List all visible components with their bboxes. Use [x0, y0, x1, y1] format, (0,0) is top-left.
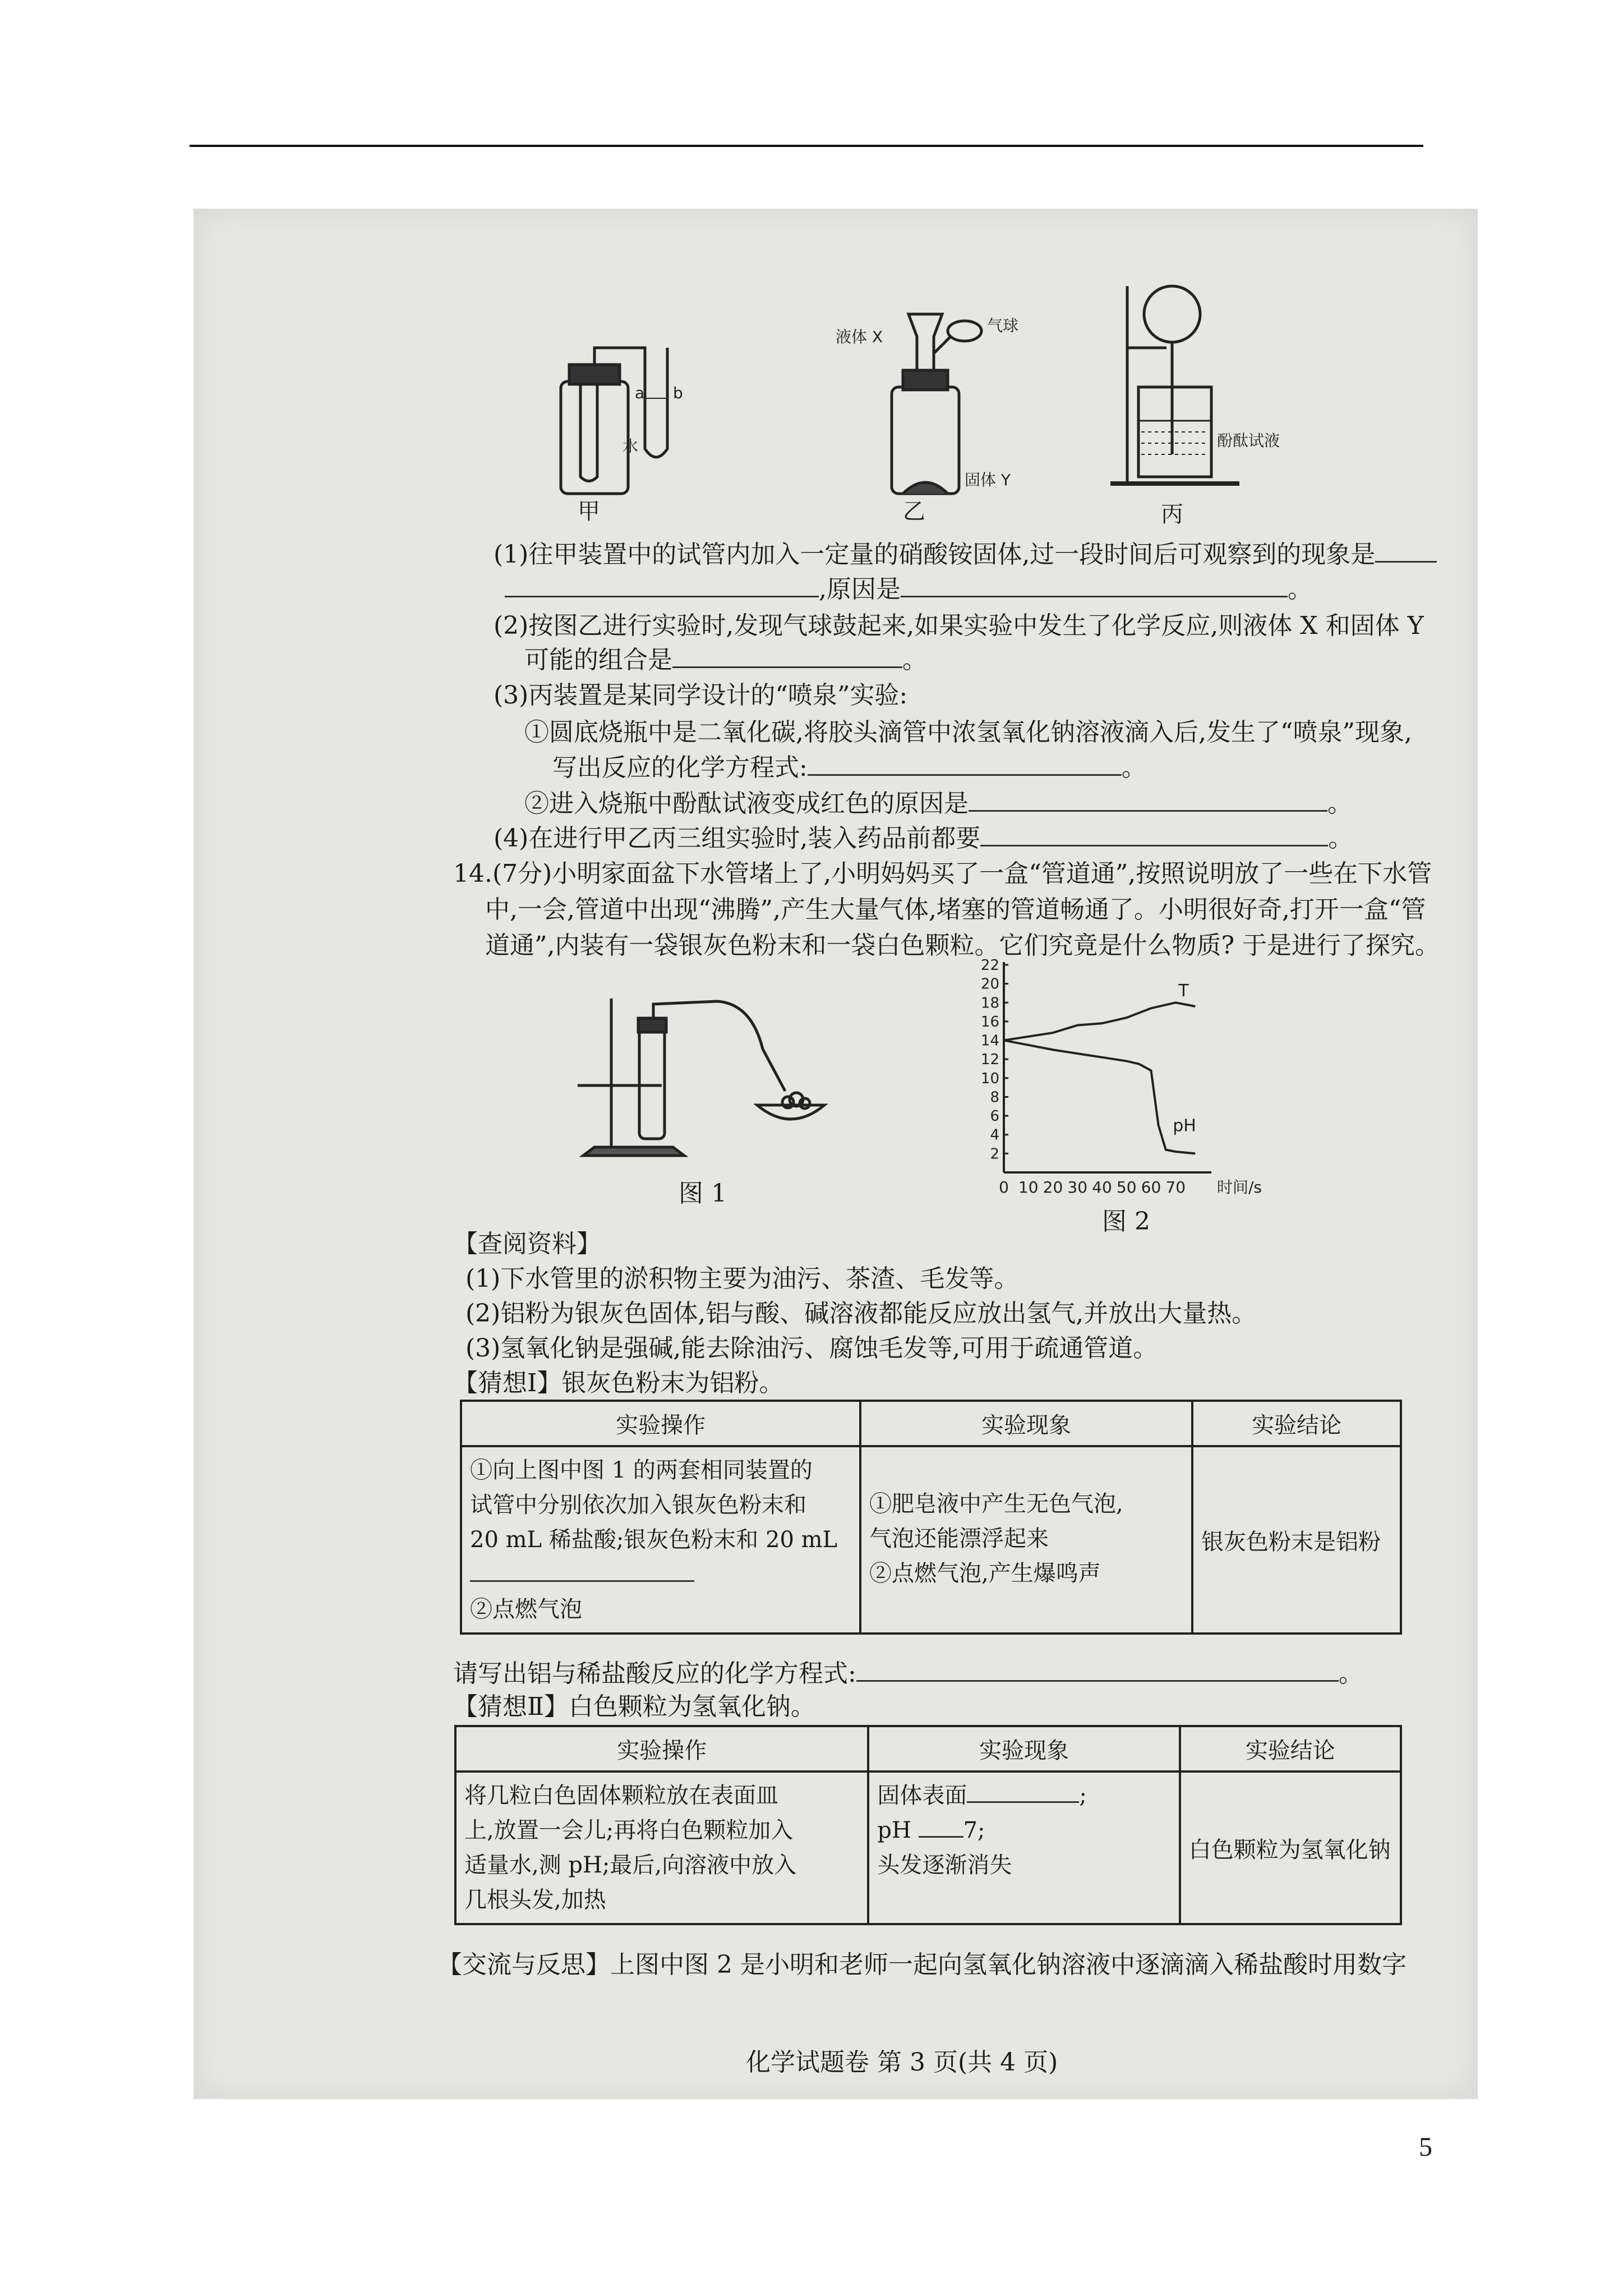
table2-phenomenon-cell — [868, 1772, 1179, 1924]
x-axis-label: 时间/s — [1217, 1178, 1262, 1197]
x-tick-label: 10 — [1018, 1178, 1039, 1197]
y-tick-label: 14 — [980, 1032, 999, 1050]
answer-blank-table1[interactable] — [470, 1558, 694, 1582]
x-tick-label: 40 — [1092, 1178, 1112, 1197]
page-number: 5 — [1419, 2132, 1432, 2162]
table2-header-phenomenon: 实验现象 — [868, 1726, 1179, 1772]
y-tick-label: 4 — [990, 1126, 999, 1144]
equation-period: 。 — [1338, 1659, 1363, 1688]
label-indicator: 酚酞试液 — [1217, 431, 1280, 450]
q13-part3-period-a: 。 — [1121, 753, 1146, 782]
x-tick-label: 70 — [1165, 1178, 1186, 1197]
y-tick-label: 6 — [990, 1108, 999, 1125]
table1-row — [461, 1446, 1401, 1634]
table1-operation-cell — [461, 1446, 860, 1634]
table1-header-conclusion: 实验结论 — [1192, 1401, 1401, 1446]
q13-part1-text: (1)往甲装置中的试管内加入一定量的硝酸铵固体,过一段时间后可观察到的现象是 — [494, 540, 1376, 569]
label-water: 水 — [623, 437, 639, 455]
table1-op-line: ①向上图中图 1 的两套相同装置的 — [470, 1457, 813, 1483]
table2-row — [455, 1772, 1401, 1924]
q13-part2-period: 。 — [902, 646, 927, 674]
table2-phen-line-1 — [877, 1778, 1170, 1813]
q13-part3-sub1-line1: ①圆底烧瓶中是二氧化碳,将胶头滴管中浓氢氧化钠溶液滴入后,发生了“喷泉”现象, — [524, 718, 1412, 747]
table1-header-phenomenon: 实验现象 — [860, 1401, 1192, 1446]
table1-phen-line: ②点燃气泡,产生爆鸣声 — [869, 1561, 1101, 1586]
answer-blank-1b[interactable] — [505, 573, 819, 597]
q13-part3-period-b: 。 — [1327, 789, 1352, 818]
y-tick-label: 22 — [980, 957, 999, 974]
table1-phenomenon-cell — [860, 1446, 1192, 1634]
answer-blank-1a[interactable] — [1375, 539, 1437, 563]
y-tick-label: 12 — [980, 1051, 999, 1069]
q13-part1-line2 — [505, 573, 1312, 605]
table2-phen-label: 固体表面 — [877, 1783, 967, 1809]
caption-bing: 丙 — [1161, 501, 1183, 527]
label-solid-y: 固体 Y — [965, 471, 1011, 489]
q13-part4-text: (4)在进行甲乙丙三组实验时,装入药品前都要 — [494, 824, 981, 853]
x-tick-label: 60 — [1141, 1178, 1161, 1197]
q13-part2-label: 可能的组合是 — [524, 646, 672, 674]
table2-operation-cell — [455, 1772, 868, 1924]
q13-part3-line1: (3)丙装置是某同学设计的“喷泉”实验: — [494, 681, 908, 710]
caption-yi: 乙 — [903, 499, 925, 524]
answer-blank-4[interactable] — [980, 822, 1328, 846]
experiment-table-1 — [460, 1400, 1402, 1635]
q13-part4-period: 。 — [1328, 824, 1353, 853]
research-item-2: (2)铝粉为银灰色固体,铝与酸、碱溶液都能反应放出氢气,并放出大量热。 — [465, 1299, 1257, 1328]
table2-op-line: 适量水,测 pH;最后,向溶液中放入 — [464, 1852, 797, 1878]
table2-ph-label: pH — [877, 1818, 911, 1843]
caption-jia: 甲 — [578, 499, 600, 524]
label-a: a — [635, 384, 645, 402]
table2-conclusion-cell: 白色颗粒为氢氧化钠 — [1180, 1772, 1401, 1924]
series-label-t: T — [1178, 981, 1189, 1001]
label-liquid-x: 液体 X — [836, 328, 883, 346]
q13-part1-period: 。 — [1288, 575, 1312, 604]
series-line-t — [1004, 1002, 1195, 1040]
research-item-3: (3)氢氧化钠是强碱,能去除油污、腐蚀毛发等,可用于疏通管道。 — [465, 1334, 1158, 1363]
q13-part1-line1 — [494, 539, 1437, 570]
series-label-ph: pH — [1173, 1116, 1196, 1136]
equation-prompt — [453, 1658, 1363, 1690]
q14-intro-line2: 中,一会,管道中出现“沸腾”,产生大量气体,堵塞的管道畅通了。小明很好奇,打开一盒“管 — [485, 895, 1426, 924]
table2-header-conclusion: 实验结论 — [1180, 1726, 1401, 1772]
apparatus-diagram-yi — [824, 292, 1060, 505]
table2-ph-value: 7; — [963, 1818, 985, 1843]
q13-part3-sub2 — [524, 788, 1352, 820]
table1-op-line: 试管中分别依次加入银灰色粉末和 — [470, 1492, 806, 1518]
table2-phen-semicolon: ; — [1079, 1783, 1087, 1809]
q13-part2-line2 — [524, 644, 927, 676]
equation-prompt-text: 请写出铝与稀盐酸反应的化学方程式: — [453, 1659, 856, 1688]
table1-conclusion-cell: 银灰色粉末是铝粉 — [1192, 1446, 1401, 1634]
apparatus-diagram-bing — [1105, 275, 1352, 499]
q13-part3-sub1-line2 — [552, 752, 1146, 784]
q13-part2-line1: (2)按图乙进行实验时,发现气球鼓起来,如果实验中发生了化学反应,则液体 X 和固体 Y — [494, 611, 1424, 640]
table2-op-line: 上,放置一会儿;再将白色颗粒加入 — [464, 1818, 794, 1843]
q13-part3-sub2-text: ②进入烧瓶中酚酞试液变成红色的原因是 — [524, 789, 969, 818]
table2-header-row — [455, 1726, 1401, 1772]
table2-op-line: 将几粒白色固体颗粒放在表面皿 — [464, 1783, 778, 1809]
y-tick-label: 8 — [990, 1089, 999, 1106]
table1-phen-line: ①肥皂液中产生无色气泡, — [869, 1491, 1123, 1517]
answer-blank-3a[interactable] — [808, 752, 1122, 776]
label-balloon: 气球 — [987, 316, 1019, 335]
answer-blank-1c[interactable] — [901, 573, 1288, 597]
guess-2: 【猜想Ⅱ】白色颗粒为氢氧化钠。 — [453, 1692, 815, 1721]
top-rule — [190, 145, 1423, 147]
answer-blank-table2a[interactable] — [967, 1779, 1079, 1803]
x-tick-label: 20 — [1043, 1178, 1063, 1197]
figure2-chart — [965, 954, 1279, 1212]
y-tick-label: 16 — [980, 1013, 999, 1030]
table2-header-operation: 实验操作 — [455, 1726, 868, 1772]
y-tick-label: 10 — [980, 1070, 999, 1087]
table1-op-line: 20 mL 稀盐酸;银灰色粉末和 20 mL — [470, 1527, 838, 1553]
table1-op-line: ②点燃气泡 — [470, 1596, 582, 1622]
table1-phen-line: 气泡还能漂浮起来 — [869, 1526, 1049, 1552]
q13-part4 — [494, 822, 1353, 854]
q14-intro-line3: 道通”,内装有一袋银灰色粉末和一袋白色颗粒。它们究竟是什么物质? 于是进行了探究。 — [485, 931, 1440, 960]
label-b: b — [673, 384, 683, 402]
experiment-table-2 — [454, 1725, 1402, 1925]
apparatus-diagram-jia — [538, 314, 740, 505]
q14-intro-line1: 14.(7分)小明家面盆下水管堵上了,小明妈妈买了一盒“管道通”,按照说明放了一些在下水管 — [453, 859, 1432, 888]
guess-1: 【猜想Ⅰ】银灰色粉末为铝粉。 — [453, 1369, 784, 1397]
table2-phen-line-3: 头发逐渐消失 — [877, 1852, 1012, 1878]
research-item-1: (1)下水管里的淤积物主要为油污、茶渣、毛发等。 — [465, 1264, 1019, 1293]
table2-op-line: 几根头发,加热 — [464, 1887, 606, 1913]
table1-header-operation: 实验操作 — [461, 1401, 860, 1446]
table2-phen-line-2 — [877, 1813, 1170, 1848]
x-tick-label: 50 — [1116, 1178, 1137, 1197]
y-tick-label: 2 — [990, 1145, 999, 1163]
q13-part1-reason-label: ,原因是 — [819, 575, 901, 604]
series-line-ph — [1004, 1041, 1195, 1154]
reflection-text: 【交流与反思】上图中图 2 是小明和老师一起向氢氧化钠溶液中逐滴滴入稀盐酸时用数字 — [437, 1950, 1407, 1979]
answer-blank-table2b[interactable] — [919, 1814, 963, 1838]
y-tick-label: 20 — [980, 976, 999, 993]
answer-blank-equation[interactable] — [856, 1658, 1339, 1682]
figure1-apparatus — [572, 987, 841, 1172]
figure1-caption: 图 1 — [679, 1179, 727, 1208]
answer-blank-3b[interactable] — [969, 788, 1327, 812]
table1-op-blank-line — [470, 1557, 851, 1592]
x-tick-label: 0 — [999, 1178, 1009, 1197]
x-tick-label: 30 — [1067, 1178, 1088, 1197]
q13-part3-equation-label: 写出反应的化学方程式: — [552, 753, 808, 782]
page-footer: 化学试题卷 第 3 页(共 4 页) — [746, 2048, 1058, 2077]
answer-blank-2[interactable] — [672, 644, 902, 668]
figure2-caption: 图 2 — [1102, 1207, 1150, 1236]
y-tick-label: 18 — [980, 995, 999, 1012]
table1-header-row — [461, 1401, 1401, 1446]
research-title: 【查阅资料】 — [453, 1230, 601, 1258]
